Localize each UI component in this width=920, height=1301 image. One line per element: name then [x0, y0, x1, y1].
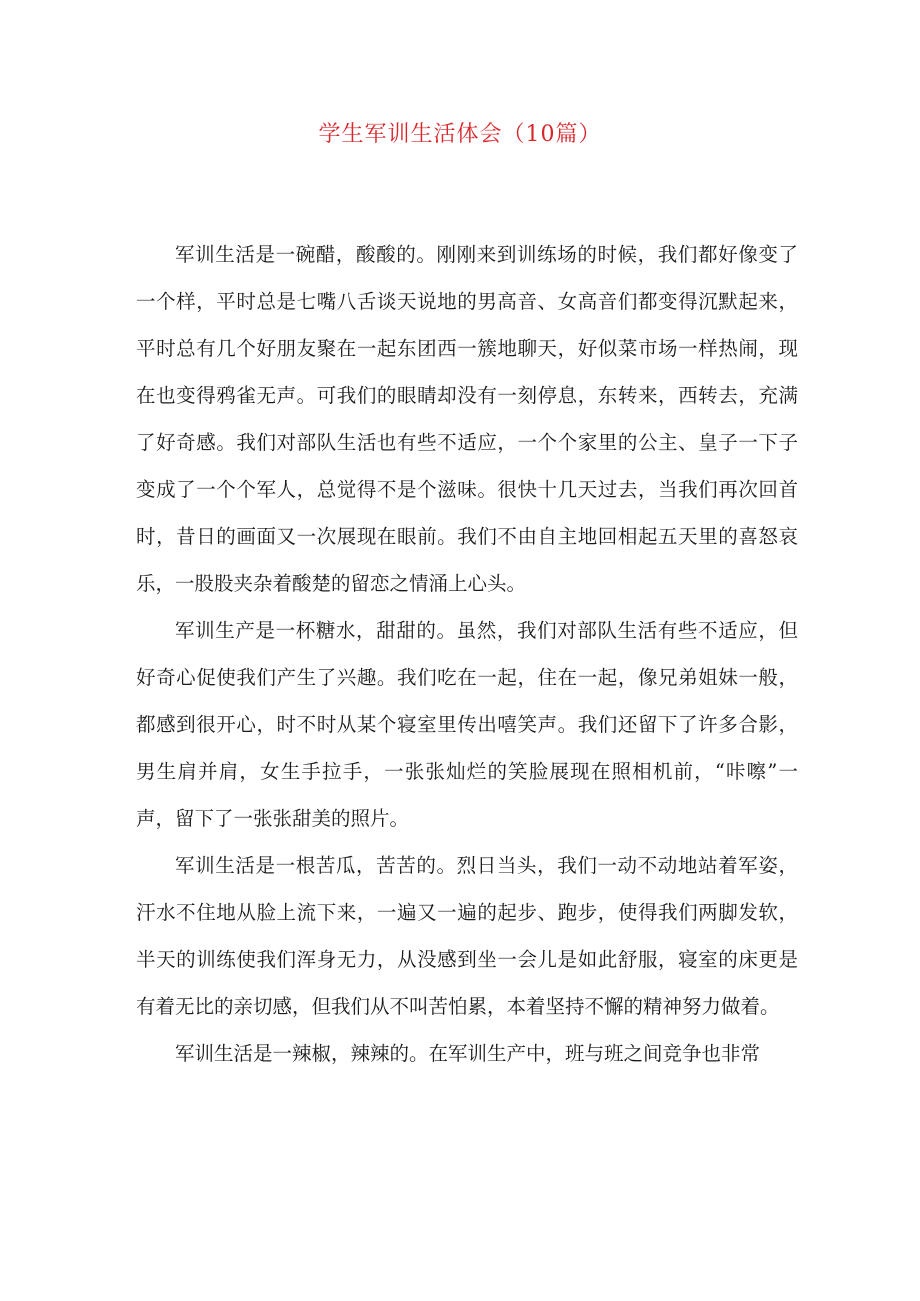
paragraph-4: 军训生活是一辣椒，辣辣的。在军训生产中，班与班之间竞争也非常	[175, 1042, 761, 1065]
paragraph-3: 军训生活是一根苦瓜，苦苦的。烈日当头，我们一动不动地站着军姿，汗水不住地从脸上流下来，一遍又一遍的起步、跑步，使得我们两脚发软，半天的训练使我们浑身无力，从没感到坐一会儿是如此舒服，寝室的床更是有着无比的亲切感，但我们从不叫苦怕累，本着坚持不懈的精神努力做着。	[136, 854, 798, 1018]
paragraph-2: 军训生产是一杯糖水，甜甜的。虽然，我们对部队生活有些不适应，但好奇心促使我们产生了兴趣。我们吃在一起，住在一起，像兄弟姐妹一般，都感到很开心，时不时从某个寝室里传出嘻笑声。我们还留下了许多合影，男生肩并肩，女生手拉手，一张张灿烂的笑脸展现在照相机前，“咔嚓”一声，留下了一张张甜美的照片。	[136, 619, 798, 830]
document-title: 学生军训生活体会（10篇）	[318, 122, 602, 147]
paragraph-1: 军训生活是一碗醋，酸酸的。刚刚来到训练场的时候，我们都好像变了一个样，平时总是七嘴八舌谈天说地的男高音、女高音们都变得沉默起来，平时总有几个好朋友聚在一起东团西一簇地聊天，好似菜市场一样热闹，现在也变得鸦雀无声。可我们的眼睛却没有一刻停息，东转来，西转去，充满了好奇感。我们对部队生活也有些不适应，一个个家里的公主、皇子一下子变成了一个个军人，总觉得不是个滋味。很快十几天过去，当我们再次回首时，昔日的画面又一次展现在眼前。我们不由自主地回相起五天里的喜怒哀乐，一股股夹杂着酸楚的留恋之情涌上心头。	[136, 243, 798, 595]
document-body	[136, 231, 798, 1077]
